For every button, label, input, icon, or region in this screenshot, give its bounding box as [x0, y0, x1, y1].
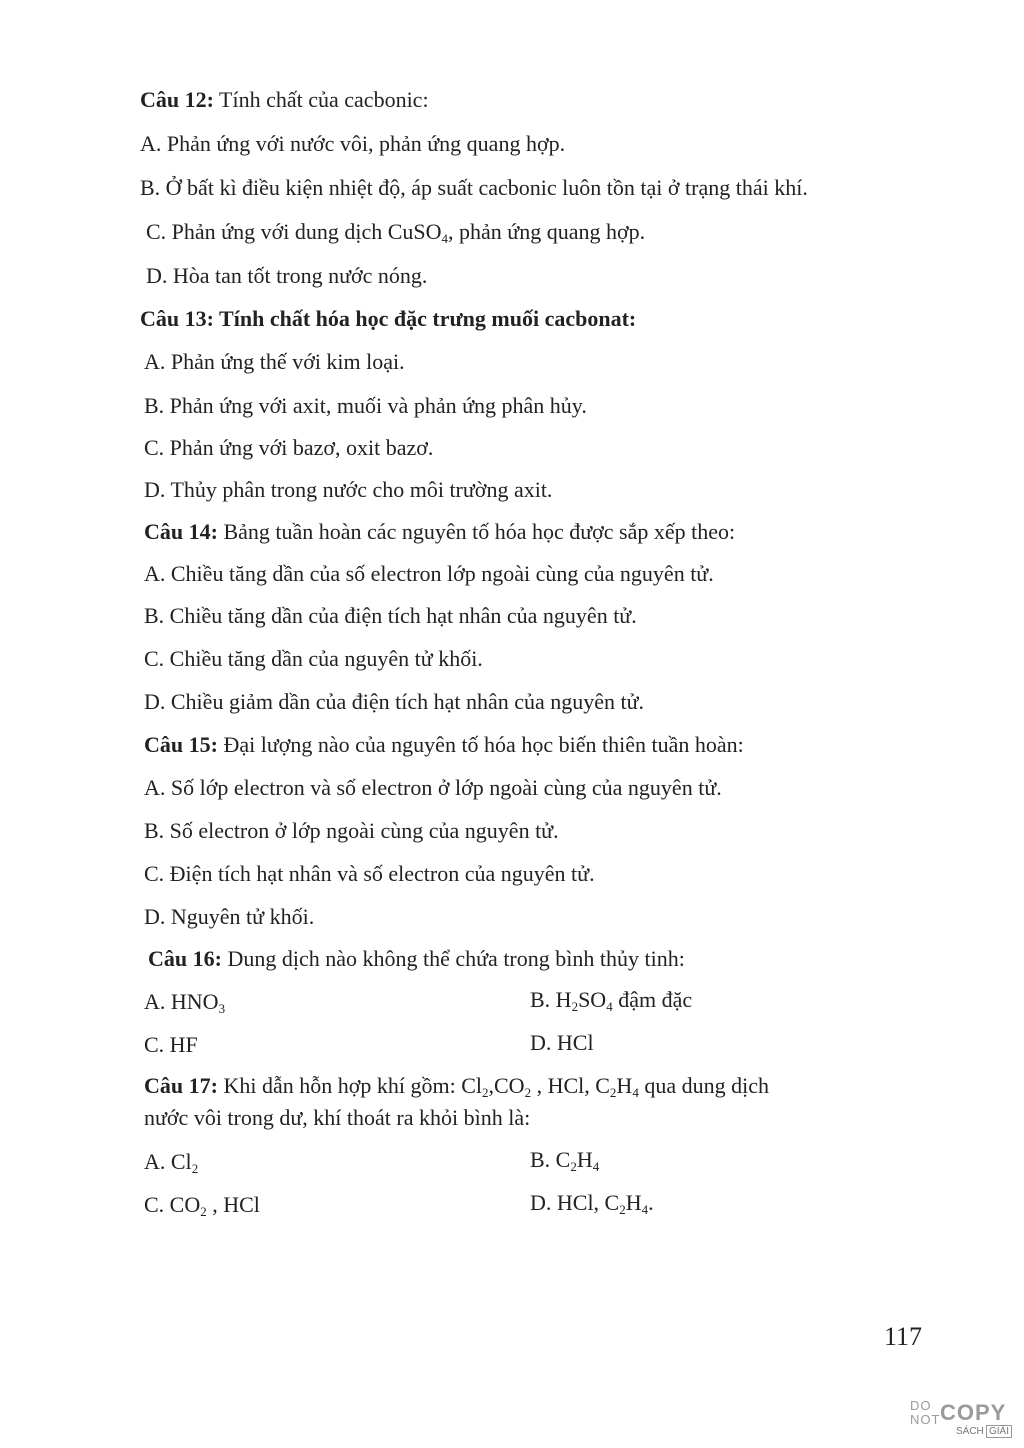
option-a: A. $Cl_2$: [144, 1149, 199, 1176]
question-16: [148, 945, 685, 973]
option-d: D. Chiều giảm dần của điện tích hạt nhân của nguyên tử.: [144, 689, 645, 714]
question-text: Tính chất của cacbonic:: [213, 87, 429, 112]
option-c: C. HF: [144, 1032, 198, 1057]
option-d: D. Hòa tan tốt trong nước nóng.: [146, 263, 428, 288]
option-c: C. Phản ứng với dung dịch CuSO$_4$, phản ứng quang hợp.: [146, 219, 646, 246]
option-a: A. Chiều tăng dần của số electron lớp ngoài cùng của nguyên tử.: [144, 561, 714, 586]
option-b: B. Số electron ở lớp ngoài cùng của nguyên tử.: [144, 818, 559, 843]
option-b: B. $C_2H_4$: [530, 1147, 600, 1174]
option-b: B. Ở bất kì điều kiện nhiệt độ, áp suất cacbonic luôn tồn tại ở trạng thái khí.: [140, 175, 808, 200]
question-label: Câu 15:: [144, 732, 218, 757]
question-label: Câu 12:: [140, 87, 214, 112]
option-d: D. HCl: [530, 1030, 594, 1055]
option-d: D. Nguyên tử khối.: [144, 904, 315, 929]
question-15: [144, 731, 744, 759]
question-text: Dung dịch nào không thể chứa trong bình thủy tinh:: [221, 946, 685, 971]
option-c: C. Điện tích hạt nhân và số electron của nguyên tử.: [144, 861, 595, 886]
question-label: Câu 13:: [140, 306, 214, 331]
do-not-copy-logo: DO NOT COPY SÁCH GIẢI: [906, 1398, 1010, 1442]
option-b: B. $H_2SO_4$ đậm đặc: [530, 987, 693, 1014]
question-13: [140, 305, 636, 333]
option-d: D. HCl, $C_2H_4$.: [530, 1190, 654, 1217]
option-c: C. Phản ứng với bazơ, oxit bazơ.: [144, 435, 434, 460]
option-a: A. $HNO_3$: [144, 989, 226, 1016]
question-text: Đại lượng nào của nguyên tố hóa học biến thiên tuần hoàn:: [217, 732, 744, 757]
option-d: D. Thủy phân trong nước cho môi trường axit.: [144, 477, 553, 502]
question-17-line2: nước vôi trong dư, khí thoát ra khỏi bình là:: [144, 1105, 531, 1130]
question-label: Câu 14:: [144, 519, 218, 544]
question-14: [144, 518, 735, 546]
question-text: Khi dẫn hỗn hợp khí gồm:: [217, 1073, 456, 1098]
option-a: A. Phản ứng với nước vôi, phản ứng quang hợp.: [140, 131, 566, 156]
question-text: Bảng tuần hoàn các nguyên tố hóa học được sắp xếp theo:: [217, 519, 736, 544]
option-b: B. Chiều tăng dần của điện tích hạt nhân của nguyên tử.: [144, 603, 637, 628]
question-17: Câu 17: Khi dẫn hỗn hợp khí gồm: $Cl_2,CO_2$ , HCl, $C_2H_4$ qua dung dịch: [144, 1073, 769, 1100]
question-label: Câu 16:: [148, 946, 222, 971]
question-label: Câu 17:: [144, 1073, 218, 1098]
option-c: C. $CO_2$ , HCl: [144, 1192, 260, 1219]
option-a: A. Số lớp electron và số electron ở lớp ngoài cùng của nguyên tử.: [144, 775, 722, 800]
option-c: C. Chiều tăng dần của nguyên tử khối.: [144, 646, 483, 671]
question-text: Tính chất hóa học đặc trưng muối cacbonat:: [213, 306, 637, 331]
option-b: B. Phản ứng với axit, muối và phản ứng phân hủy.: [144, 393, 587, 418]
question-12: [140, 86, 429, 114]
option-a: A. Phản ứng thế với kim loại.: [144, 349, 405, 374]
page-number: 117: [884, 1322, 923, 1351]
